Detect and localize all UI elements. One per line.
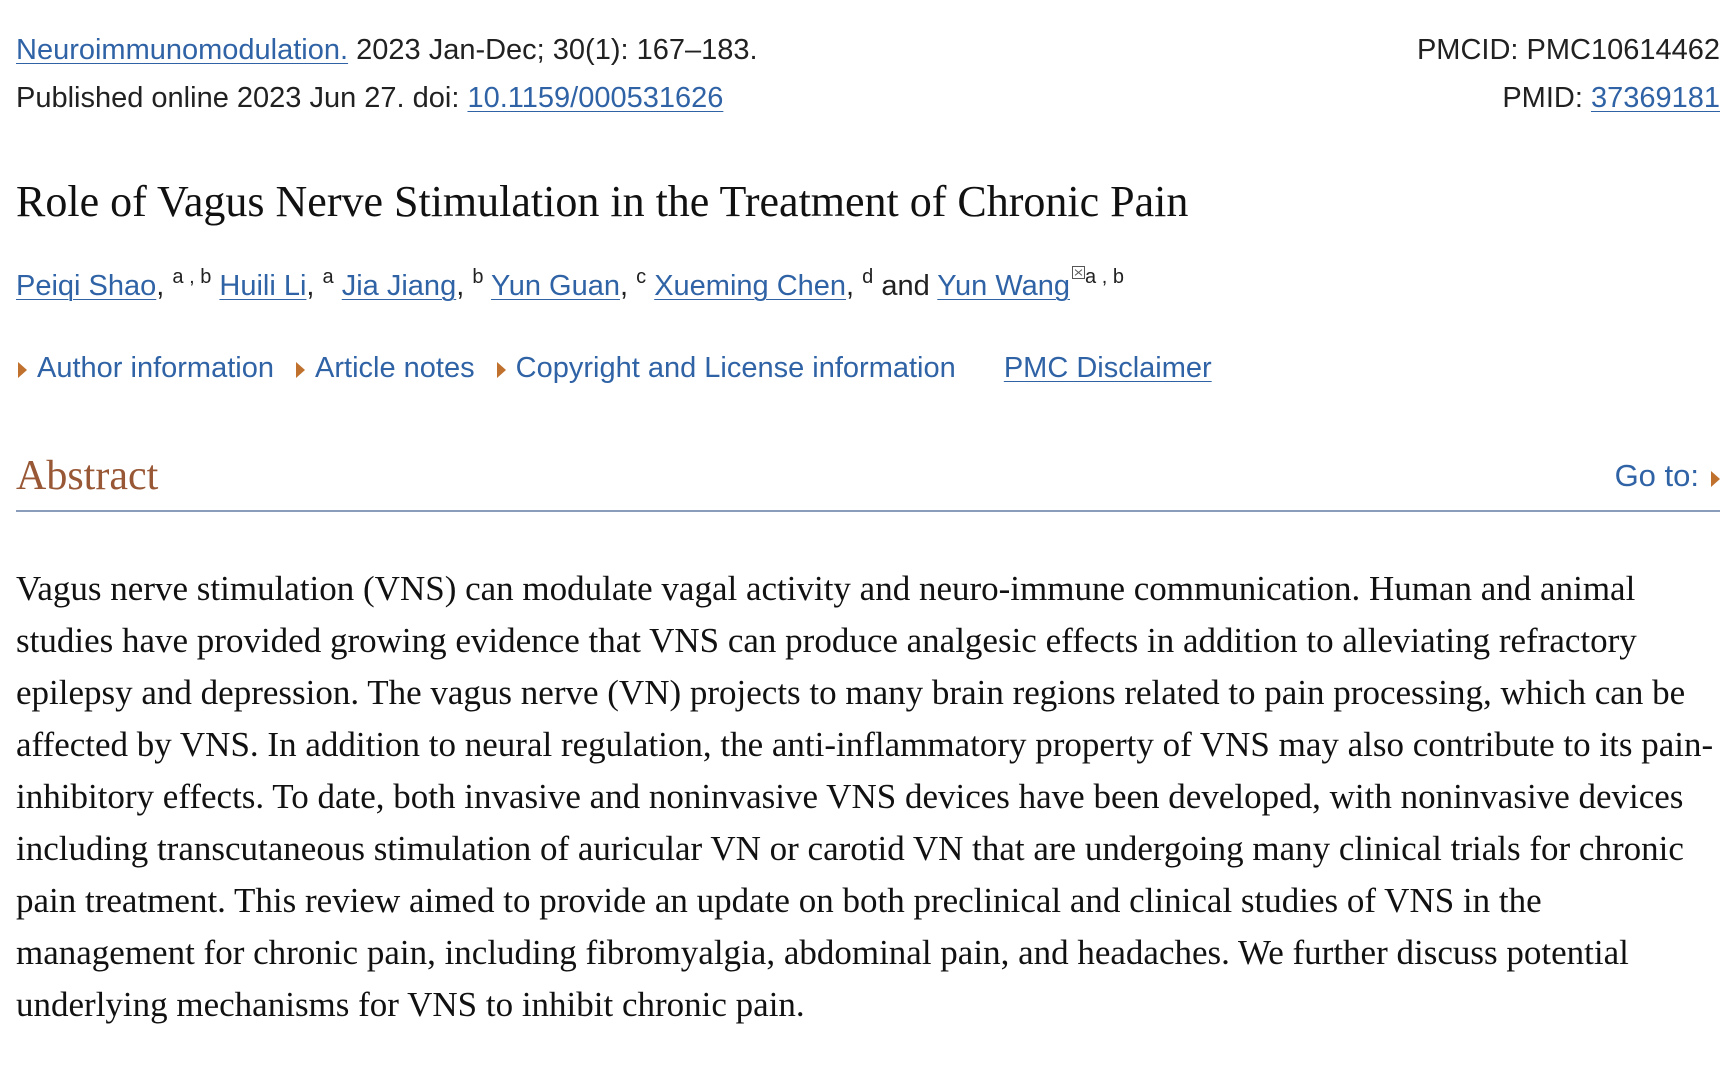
author-information-label: Author information [37,352,274,384]
author-affiliation[interactable]: c [636,266,647,288]
published-online: Published online 2023 Jun 27. doi: [16,82,468,114]
citation-block [16,26,758,122]
author-affiliation[interactable]: b [472,266,484,288]
article-notes-label: Article notes [315,352,475,384]
article-title: Role of Vagus Nerve Stimulation in the Treatment of Chronic Pain [16,177,1189,226]
pmcid: PMCID: PMC10614462 [1416,34,1720,66]
copyright-license-toggle[interactable] [497,352,956,384]
article-notes-toggle[interactable] [296,352,475,384]
citation-line-2 [16,74,758,122]
author-separator: , [620,270,637,302]
author-link[interactable]: Yun Wang [937,270,1071,302]
author-separator: , [456,270,473,302]
author-link[interactable]: Xueming Chen [654,270,847,302]
abstract-section-header [16,448,1720,512]
article-info-toggles [18,348,1212,388]
copyright-license-label: Copyright and License information [515,352,956,384]
author-link[interactable]: Jia Jiang [341,270,457,302]
abstract-text: Vagus nerve stimulation (VNS) can modulate vagal activity and neuro-immune communication. Human and animal studies have provided growing evidence that VNS can produce analgesic effects in addition to alleviating refractory epilepsy and depression. The vagus nerve (VN) projects to many brain regions related to pain processing, which can be affected by VNS. In addition to neural regulation, the anti-inflammatory property of VNS may also contribute to its pain-inhibitory effects. To date, both invasive and noninvasive VNS devices have been developed, with noninvasive devices including transcutaneous stimulation of auricular VN or carotid VN that are undergoing many clinical trials for chronic pain treatment. This review aimed to provide an update on both preclinical and clinical studies of VNS in the management for chronic pain, including fibromyalgia, abdominal pain, and headaches. We further discuss potential underlying mechanisms for VNS to inhibit chronic pain. [16,569,1714,1024]
identifiers-block [1417,26,1720,122]
caret-right-icon [18,362,27,378]
caret-right-icon [497,362,506,378]
goto-menu[interactable] [1615,456,1720,496]
author-link[interactable]: Yun Guan [491,270,620,302]
pmid-line [1417,74,1720,122]
journal-link[interactable]: Neuroimmunomodulation. [16,34,349,66]
author-affiliation[interactable]: a , b [1085,266,1124,288]
author-separator: , [156,270,173,302]
issue-info: 2023 Jan-Dec; 30(1): 167–183. [356,34,758,66]
author-information-toggle[interactable] [18,352,274,384]
caret-right-icon [296,362,305,378]
pmc-disclaimer-link[interactable]: PMC Disclaimer [1003,352,1212,384]
citation-line-1 [16,26,758,74]
author-affiliation[interactable]: d [862,266,874,288]
authors-and: and [881,270,930,302]
goto-label: Go to: [1614,458,1699,493]
pmid-label: PMID: [1502,82,1591,114]
section-title: Abstract [16,453,159,499]
author-link[interactable]: Peiqi Shao [16,270,157,302]
doi-link[interactable]: 10.1159/000531626 [467,82,724,114]
author-affiliation[interactable]: a [322,266,334,288]
author-list [16,266,1124,309]
caret-right-icon [1711,471,1720,487]
pmid-link[interactable]: 37369181 [1590,82,1720,114]
corresponding-author-email-icon[interactable] [1072,266,1085,279]
author-separator: , [846,270,863,302]
author-affiliation[interactable]: a , b [172,266,212,288]
author-link[interactable]: Huili Li [219,270,307,302]
author-separator: , [306,270,323,302]
